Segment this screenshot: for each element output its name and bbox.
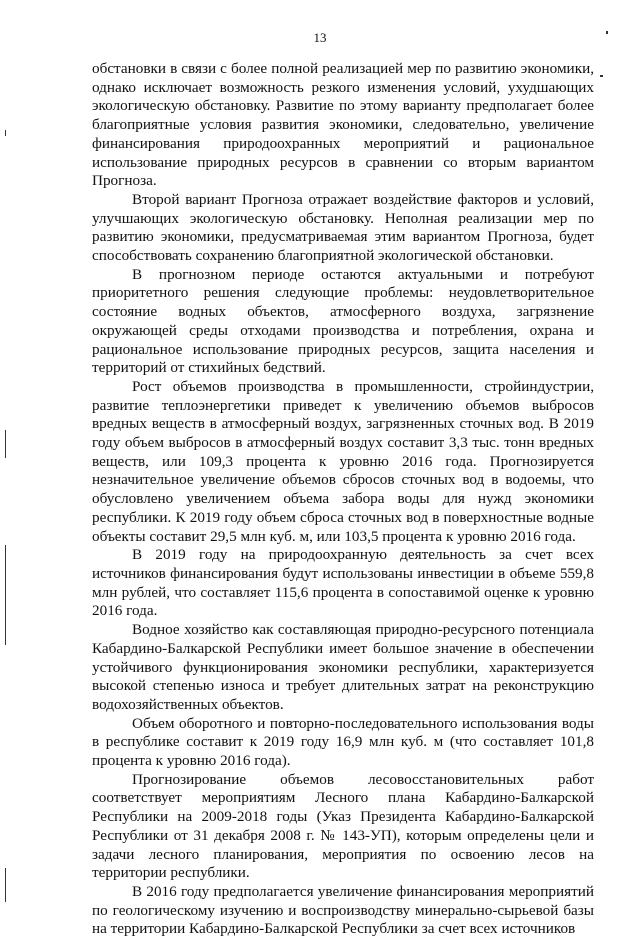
paragraph-8: Прогнозирование объемов лесовосстановительных работ соответствует мероприятиям Лесного плана Кабардино-Балкарской Республики на 2009-2018 годы (Указ Президента Кабардино-Балкарской Республики от 31 декабря 2008 г. № 143-УП), которым определены цели и задачи лесного планирования, мероприятия по освоению лесов на территории республики. <box>92 770 594 882</box>
scan-artifact-right <box>600 75 603 77</box>
paragraph-5: В 2019 году на природоохранную деятельность за счет всех источников финансирования будут использованы инвестиции в объеме 559,8 млн рублей, что составляет 115,6 процента в сопоставимой оценке к уровню 2016 года. <box>92 546 594 620</box>
paragraph-6: Водное хозяйство как составляющая природно-ресурсного потенциала Кабардино-Балкарской Республики имеет большое значение в обеспечении устойчивого функционирования экономики республики, характеризуется высокой степенью износа и требует длительных затрат на реконструкцию водохозяйственных объектов. <box>92 621 594 713</box>
scan-artifact-left-1 <box>5 130 6 136</box>
scan-artifact-left-2 <box>5 430 6 458</box>
scan-artifact-left-3 <box>5 545 6 645</box>
paragraph-7: Объем оборотного и повторно-последовательного использования воды в республике составит к 2019 году 16,9 млн куб. м (что составляет 101,8 процента к уровню 2016 года). <box>92 714 594 770</box>
document-body <box>92 60 594 939</box>
paragraph-1: обстановки в связи с более полной реализацией мер по развитию экономики, однако исключает возможность резкого изменения условий, ухудшающих экологическую обстановку. Развитие по этому варианту предполагает более благоприятные условия развития экономики, следовательно, увеличение финансирования природоохранных мероприятий и рациональное использование природных ресурсов в сравнении со вторым вариантом Прогноза. <box>92 60 594 190</box>
page-number: 13 <box>313 30 327 45</box>
paragraph-3: В прогнозном периоде остаются актуальными и потребуют приоритетного решения следующие проблемы: неудовлетворительное состояние водных объектов, атмосферного воздуха, загрязнение окружающей среды отходами производства и потребления, охрана и рациональное использование природных ресурсов, защита населения и территорий от стихийных бедствий. <box>92 265 594 377</box>
paragraph-9: В 2016 году предполагается увеличение финансирования мероприятий по геологическому изучению и воспроизводству минерально-сырьевой базы на территории Кабардино-Балкарской Республики за счет всех источников <box>92 882 594 938</box>
paragraph-2: Второй вариант Прогноза отражает воздействие факторов и условий, улучшающих экологическую обстановку. Неполная реализации мер по развитию экономики, предусматриваемая этим вариантом Прогноза, будет способствовать сохранению благоприятной экологической обстановки. <box>92 190 594 265</box>
scan-artifact-top-right <box>606 31 608 34</box>
paragraph-4: Рост объемов производства в промышленности, стройиндустрии, развитие теплоэнергетики приведет к увеличению объемов выбросов вредных веществ в атмосферный воздух, загрязненных сточных вод. В 2019 году объем выбросов в атмосферный воздух составит 3,3 тыс. тонн вредных веществ, или 109,3 процента к уровню 2016 года. Прогнозируется незначительное увеличение объемов сбросов сточных вод в водоемы, что обусловлено увеличением объема забора воды для нужд экономики республики. К 2019 году объем сброса сточных вод в поверхностные водные объекты составит 29,5 млн куб. м, или 103,5 процента к уровню 2016 года. <box>92 377 594 545</box>
scan-artifact-left-4 <box>5 868 6 902</box>
